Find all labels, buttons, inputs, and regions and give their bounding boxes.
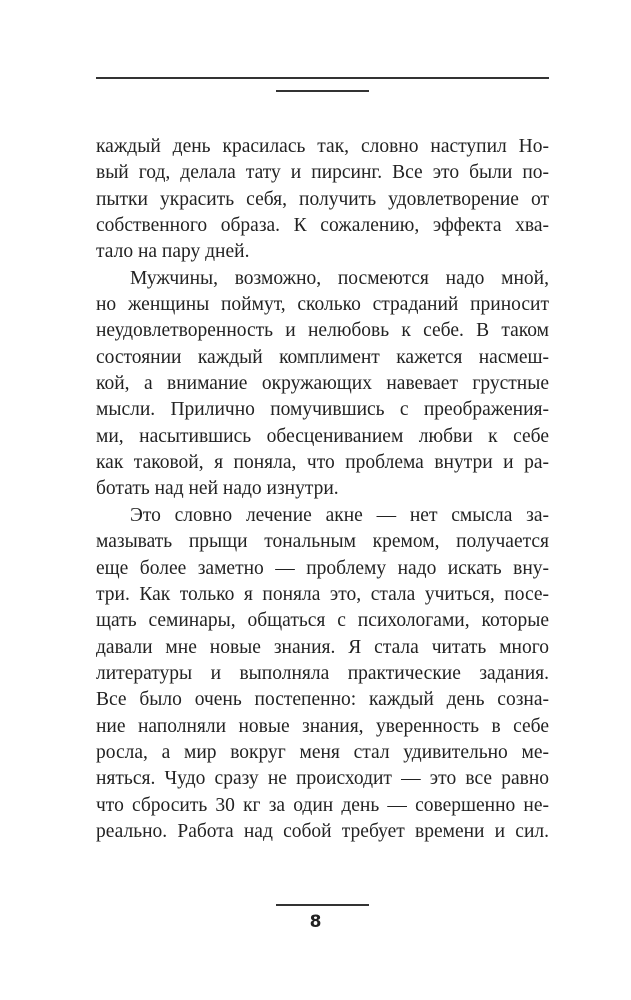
text-line: давали мне новые знания. Я стала читать много: [96, 636, 549, 658]
text-line: росла, а мир вокруг меня стал удивительно ме-: [96, 741, 549, 763]
text-line: каждый день красилась так, словно наступил Но-: [96, 136, 549, 157]
text-line: литературы и выполняла практические задания.: [96, 662, 549, 684]
text-line: мысли. Прилично помучившись с преображения-: [96, 399, 549, 421]
text-line: мазывать прыщи тональным кремом, получается: [96, 531, 549, 553]
text-line: Мужчины, возможно, посмеются надо мной,: [130, 267, 549, 289]
text-line: ние наполняли новые знания, уверенность в себе: [96, 715, 549, 737]
text-line: еще более заметно — проблему надо искать вну-: [96, 557, 549, 579]
text-line: собственного образа. К сожалению, эффекта хва-: [96, 215, 549, 237]
footer-rule: [276, 904, 369, 906]
text-line: кой, а внимание окружающих навевает грустные: [96, 373, 549, 395]
page-number: 8: [309, 912, 322, 932]
text-line: ми, насытившись обесцениванием любви к себе: [96, 425, 549, 447]
text-line: няться. Чудо сразу не происходит — это все равно: [96, 768, 549, 790]
text-line: Это словно лечение акне — нет смысла за-: [130, 504, 549, 526]
text-line: тало на пару дней.: [96, 241, 250, 263]
text-line: неудовлетворенность и нелюбовь к себе. В таком: [96, 320, 549, 342]
header-short-rule: [276, 90, 369, 92]
header-rule: [96, 77, 549, 79]
text-line: пытки украсить себя, получить удовлетворение от: [96, 188, 549, 210]
text-line: вый год, делала тату и пирсинг. Все это были по-: [96, 162, 549, 184]
text-line: три. Как только я поняла это, стала учиться, посе-: [96, 583, 549, 605]
text-line: ботать над ней надо изнутри.: [96, 478, 339, 500]
body-text: [96, 134, 549, 845]
text-line: реально. Работа над собой требует времени и сил.: [96, 820, 549, 842]
text-line: состоянии каждый комплимент кажется насмеш-: [96, 346, 549, 368]
text-line: щать семинары, общаться с психологами, которые: [96, 610, 549, 632]
text-line: как таковой, я поняла, что проблема внутри и ра-: [96, 452, 549, 474]
text-line: но женщины поймут, сколько страданий приносит: [96, 294, 549, 316]
text-line: что сбросить 30 кг за один день — совершенно не-: [96, 794, 549, 816]
text-line: Все было очень постепенно: каждый день созна-: [96, 689, 549, 711]
